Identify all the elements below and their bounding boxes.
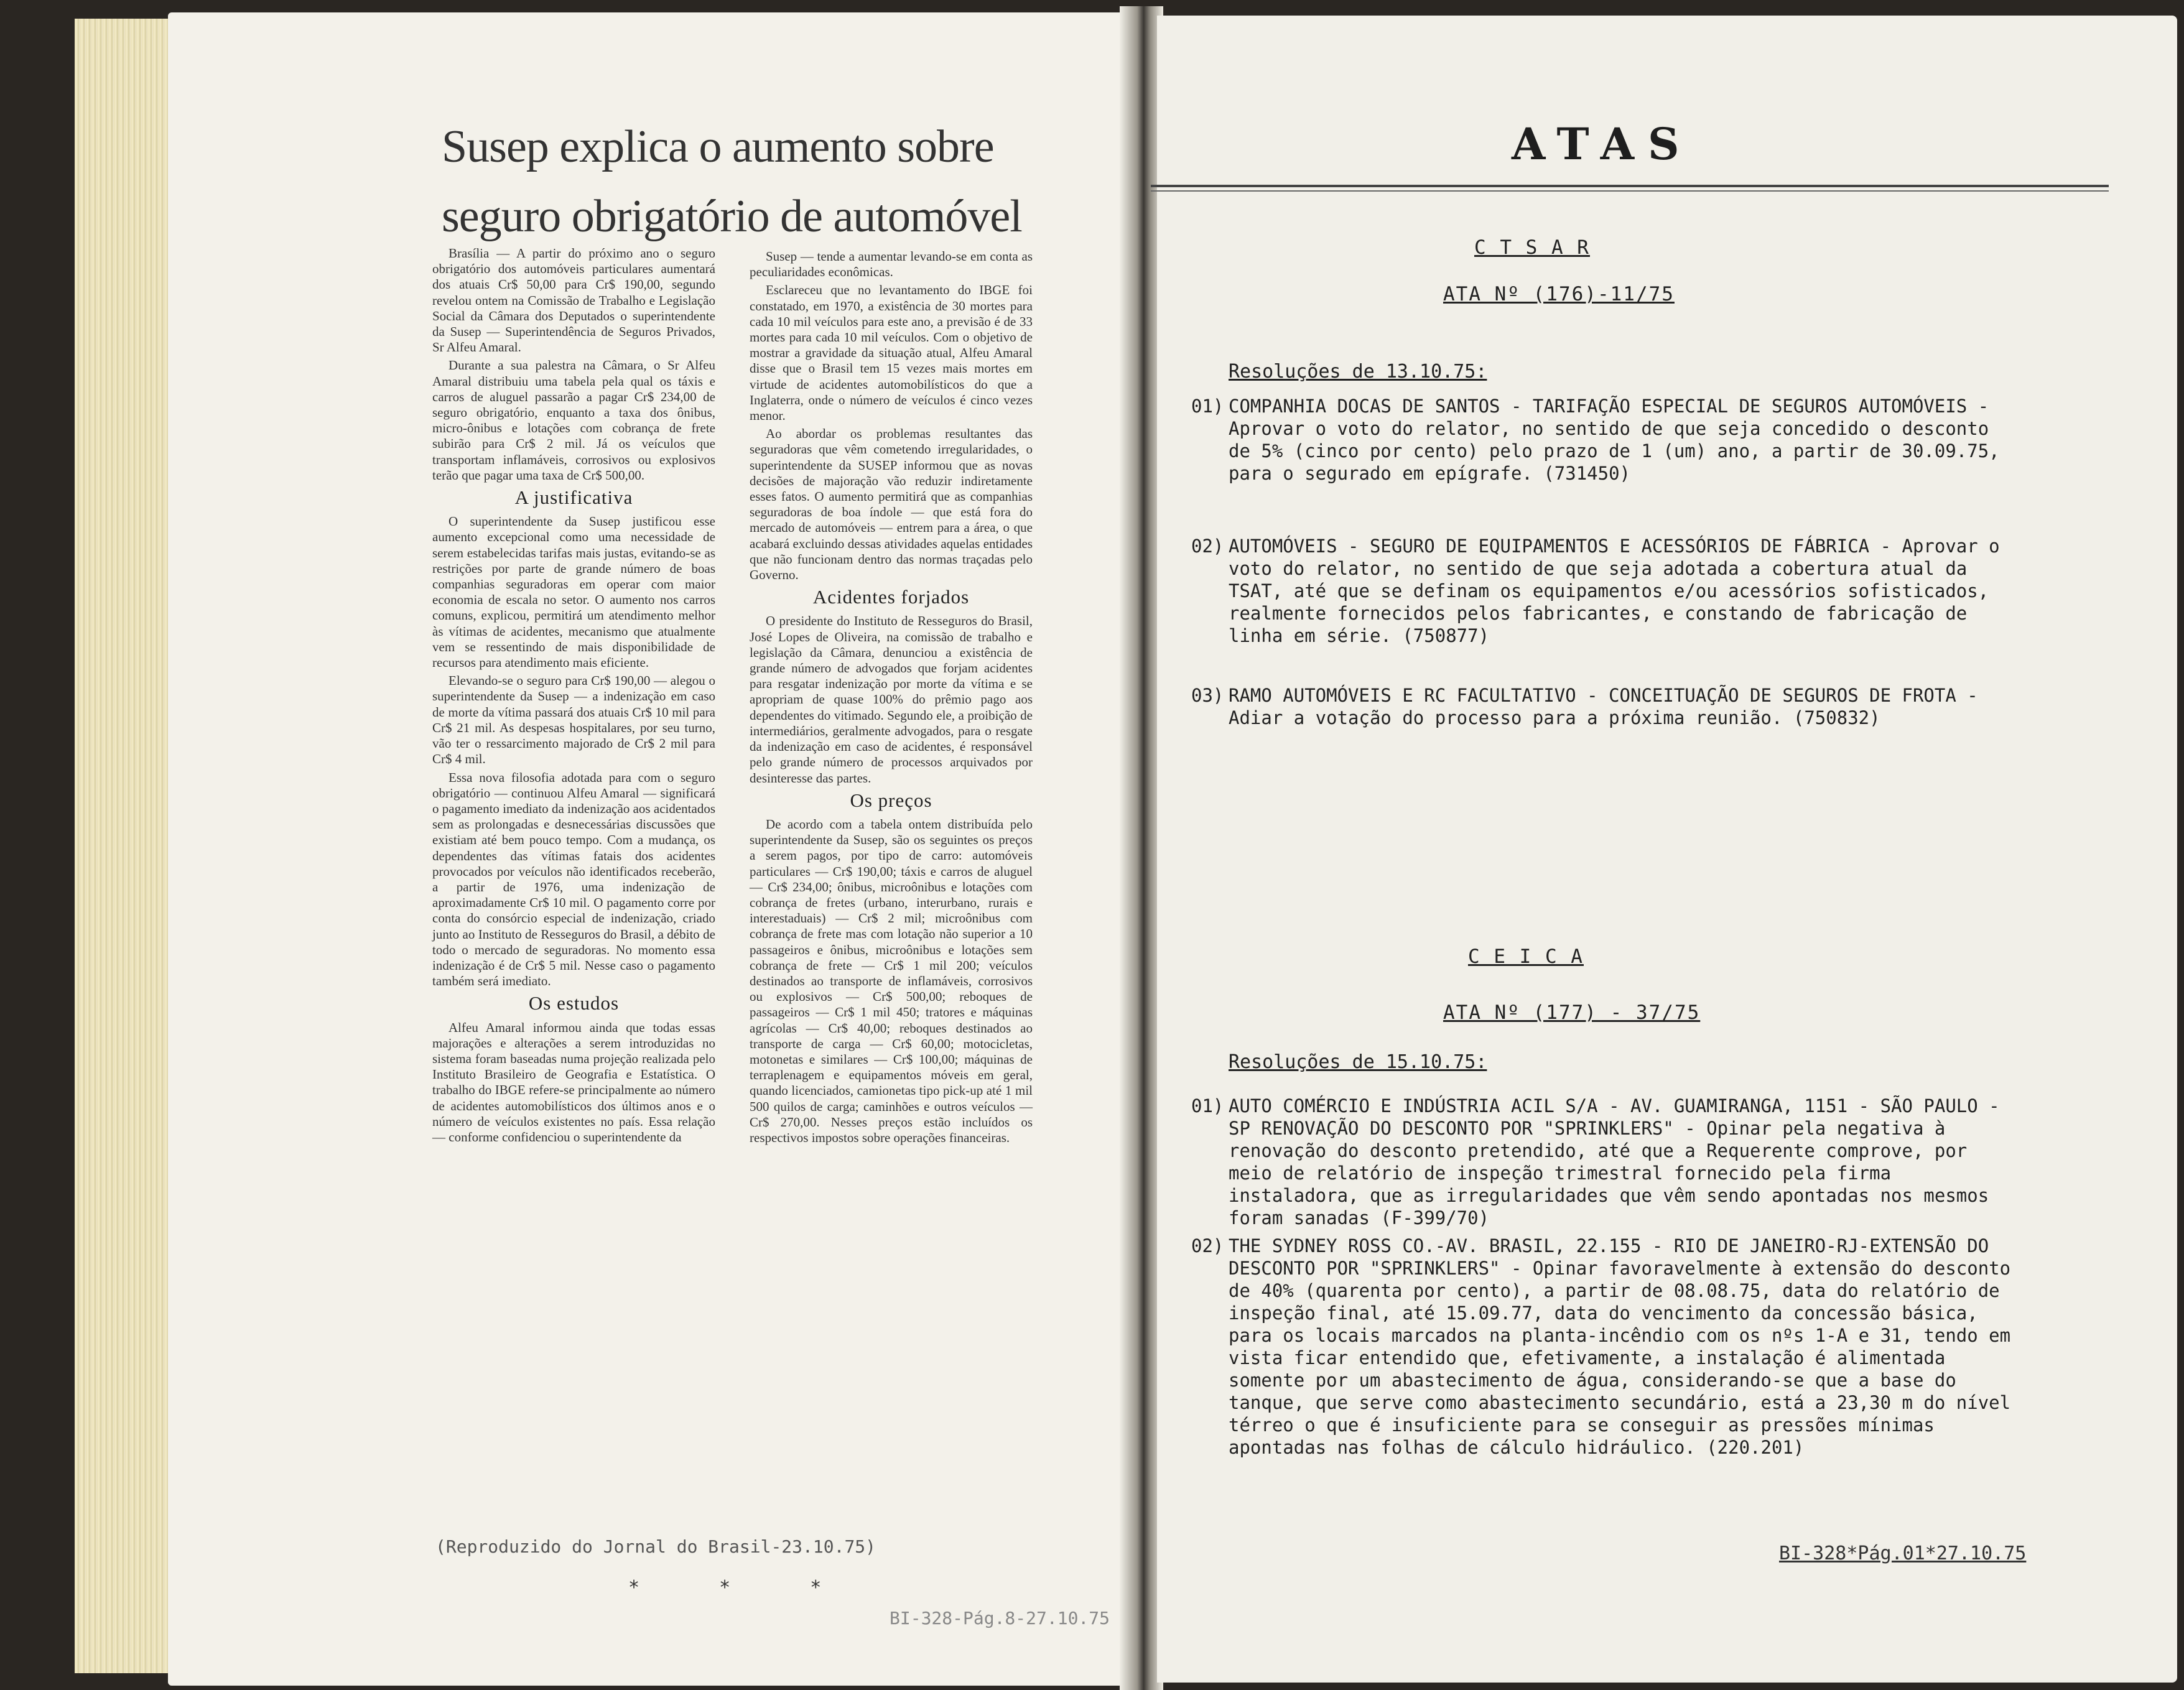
page-title: ATAS	[1512, 118, 1693, 170]
article-headline: Susep explica o aumento sobre seguro obrigatório de automóvel	[442, 121, 1022, 242]
resolutions-date: Resoluções de 13.10.75:	[1229, 361, 1487, 383]
resolutions-date: Resoluções de 15.10.75:	[1229, 1051, 1487, 1073]
ata-number: ATA Nº (176)-11/75	[1443, 283, 1675, 305]
paragraph: Durante a sua palestra na Câmara, o Sr Alfeu Amaral distribuiu uma tabela pela qual os táxis e carros de aluguel passarão a pagar Cr$ 234,00 de seguro obrigatório, enquanto a taxa dos ônibus, micro-ônibus e lotações com cobrança de frete subirão para Cr$ 2 mil. Já os veículos que transportam inflamáveis, corrosivos ou explosivos terão que pagar uma taxa de Cr$ 500,00.	[432, 358, 715, 483]
subheading: A justificativa	[514, 486, 633, 509]
resolution-item	[1191, 395, 2012, 485]
resolution-item	[1191, 684, 2012, 729]
paragraph: Alfeu Amaral informou ainda que todas essas majorações e alterações a serem introduzidas no sistema foram baseadas numa projeção realizada pelo Instituto Brasileiro de Geografia e Estatística. O trabalho do IBGE refere-se principalmente ao número de acidentes automobilísticos dos últimos anos e o número de veículos existentes no país. Essa relação — conforme confidenciou o superintendente da	[432, 1019, 715, 1144]
item-number: 03)	[1191, 685, 1224, 706]
article-column-2	[750, 249, 1033, 1148]
item-text: AUTO COMÉRCIO E INDÚSTRIA ACIL S/A - AV. GUAMIRANGA, 1151 - SÃO PAULO -SP RENOVAÇÃO DO DESCONTO POR "SPRINKLERS" - Opinar pela negativa à renovação do desconto pretendido, até que a Requerente comprove, por meio de relatório de inspeção trimestral fornecido pela firma instaladora, que as irregularidades que vêm sendo apontadas nos mesmos foram sanadas (F-399/70)	[1229, 1095, 2000, 1228]
reproduction-credit: (Reproduzido do Jornal do Brasil-23.10.75)	[435, 1536, 876, 1557]
paragraph: Ao abordar os problemas resultantes das seguradoras que vêm cometendo irregularidades, o superintendente da SUSEP informou que as novas decisões de majoração vão reduzir indiretamente esses fatos. O aumento permitirá que as companhias seguradoras de boa índole — que está fora do mercado de automóveis — entrem para a área, o que acabará excluindo dessas atividades aquelas entidades que não funcionam dentro das normas traçadas pelo Governo.	[750, 426, 1033, 583]
paragraph: O presidente do Instituto de Resseguros do Brasil, José Lopes de Oliveira, na comissão de trabalho e legislação da Câmara, denunciou a existência de grande número de advogados que forjam acidentes para resgatar indenização por morte da vítima e se apropriam de quase 100% do prêmio pago aos dependentes do vitimado. Segundo ele, a proibição de intermediários, geralmente advogados, para o resgate da indenização em caso de acidentes, é responsável pelo grande número de processos arquivados por desinteresse das partes.	[750, 613, 1033, 786]
paragraph: Brasília — A partir do próximo ano o seguro obrigatório dos automóveis particulares aumentará dos atuais Cr$ 50,00 para Cr$ 190,00, segundo revelou ontem na Comissão de Trabalho e Legislação Social da Câmara dos Deputados o superintendente da Susep — Superintendência de Seguros Privados, Sr Alfeu Amaral.	[432, 246, 715, 355]
page-footer-left: BI-328-Pág.8-27.10.75	[890, 1608, 1110, 1628]
resolution-item	[1191, 535, 2012, 647]
paragraph: Esclareceu que no levantamento do IBGE foi constatado, em 1970, a existência de 30 mortes para cada 10 mil veículos para este ano, a previsão é de 33 mortes para cada 10 mil veículos. Com o objetivo de mostrar a gravidade da situação atual, Alfeu Amaral disse que o Brasil tem 15 vezes mais mortes em virtude de acidentes automobilísticos do que a Inglaterra, onde o número de veículos é cinco vezes menor.	[750, 282, 1033, 424]
article-column-1	[432, 246, 715, 1148]
separator-stars: * * *	[628, 1577, 856, 1599]
item-text: COMPANHIA DOCAS DE SANTOS - TARIFAÇÃO ESPECIAL DE SEGUROS AUTOMÓVEIS - Aprovar o voto do relator, no sentido de que seja concedido o desconto de 5% (cinco por cento) pelo prazo de 1 (um) ano, a partir de 30.09.75, para o segurado em epígrafe. (731450)	[1229, 396, 2000, 484]
item-text: RAMO AUTOMÓVEIS E RC FACULTATIVO - CONCEITUAÇÃO DE SEGUROS DE FROTA - Adiar a votação do processo para a próxima reunião. (750832)	[1229, 685, 1978, 728]
item-text: AUTOMÓVEIS - SEGURO DE EQUIPAMENTOS E ACESSÓRIOS DE FÁBRICA - Aprovar o voto do relator, no sentido de que seja adotada a cobertura atual da TSAT, até que se definam os equipamentos e/ou acessórios sofisticados, realmente fornecidos pelos fabricantes, e constando de fabricação de linha em série. (750877)	[1229, 536, 2000, 646]
item-number: 02)	[1191, 536, 1224, 557]
ata-number: ATA Nº (177) - 37/75	[1443, 1001, 1701, 1024]
subheading: Acidentes forjados	[812, 586, 970, 608]
page-footer-right: BI-328*Pág.01*27.10.75	[1779, 1543, 2027, 1564]
section-name: C E I C A	[1468, 945, 1584, 968]
paragraph: Susep — tende a aumentar levando-se em conta as peculiaridades econômicas.	[750, 249, 1033, 280]
paragraph: Essa nova filosofia adotada para com o seguro obrigatório — continuou Alfeu Amaral — significará o pagamento imediato da indenização aos acidentados sem as prolongadas e desnecessárias discussões que existiam até bem pouco tempo. Com a mudança, os dependentes das vítimas fatais dos acidentes provocados por veículos não identificados receberão, a partir de 1976, uma indenização de aproximadamente Cr$ 10 mil. O pagamento corre por conta do consórcio especial de indenização, criado junto ao Instituto de Resseguros do Brasil, a débito de todo o mercado de seguradoras. No momento essa indenização é de Cr$ 5 mil. Nesse caso o pagamento também será imediato.	[432, 769, 715, 989]
item-number: 02)	[1191, 1235, 1224, 1256]
paragraph: O superintendente da Susep justificou esse aumento excepcional como uma necessidade de serem estabelecidas tarifas mais justas, evitando-se as restrições por parte de grande número de boas companhias seguradoras em operar com maior economia de escala no setor. O aumento nos carros comuns, explicou, permitirá um atendimento melhor às vítimas de acidentes, mecanismo que atualmente vem se ressentindo de mais disponibilidade de recursos para atendimento mais eficiente.	[432, 514, 715, 671]
section-name: C T S A R	[1474, 236, 1590, 259]
paragraph: De acordo com a tabela ontem distribuída pelo superintendente da Susep, são os seguintes os preços a serem pagos, por tipo de carro: automóveis particulares — Cr$ 190,00; táxis e carros de aluguel — Cr$ 234,00; ônibus, microônibus e lotações com cobrança de fretes (urbano, interurbano, rurais e interestaduais) — Cr$ 2 mil; microônibus com cobrança de frete mas com lotação não superior a 10 passageiros e ônibus, microônibus e lotações sem cobrança de frete — Cr$ 1 mil 200; veículos destinados ao transporte de inflamáveis, corrosivos ou explosivos — Cr$ 500,00; reboques de passageiros — Cr$ 1 mil 450; tratores e máquinas agrícolas — Cr$ 40,00; reboques destinados ao transporte de carga — Cr$ 60,00; motocicletas, motonetas e similares — Cr$ 100,00; máquinas de terraplenagem e equipamentos móveis em geral, quando licenciados, camionetas tipo pick-up até 1 mil 500 quilos de carga; caminhões e outros veículos — Cr$ 270,00. Nesses preços estão incluídos os respectivos impostos sobre operações financeiras.	[750, 816, 1033, 1145]
paragraph: Elevando-se o seguro para Cr$ 190,00 — alegou o superintendente da Susep — a indenização em caso de morte da vítima passará dos atuais Cr$ 10 mil para Cr$ 21 mil. As despesas hospitalares, por seu turno, vão ter o ressarcimento majorado de Cr$ 2 mil para Cr$ 4 mil.	[432, 673, 715, 767]
resolution-item	[1191, 1095, 2012, 1229]
item-number: 01)	[1191, 1095, 1224, 1117]
title-rule	[1151, 185, 2109, 187]
item-number: 01)	[1191, 396, 1224, 417]
title-rule-secondary	[1151, 190, 2109, 192]
subheading: Os preços	[850, 789, 932, 811]
resolution-item	[1191, 1235, 2012, 1459]
item-text: THE SYDNEY ROSS CO.-AV. BRASIL, 22.155 - RIO DE JANEIRO-RJ-EXTENSÃO DO DESCONTO POR "SPRINKLERS" - Opinar favoravelmente à extensão do desconto de 40% (quarenta por cento), a partir de 08.08.75, data do relatório de inspeção final, até 15.09.77, data do vencimento da concessão básica, para os locais marcados na planta-incêndio com os nºs 1-A e 31, tendo em vista ficar entendido que, efetivamente, a instalação é alimentada somente por um abastecimento de água, considerando-se que a base do tanque, que serve como abastecimento secundário, está a 23,30 m do nível térreo o que é insuficiente para se conseguir as pressões mínimas apontadas nas folhas de cálculo hidráulico. (220.201)	[1229, 1235, 2011, 1458]
subheading: Os estudos	[528, 992, 620, 1014]
